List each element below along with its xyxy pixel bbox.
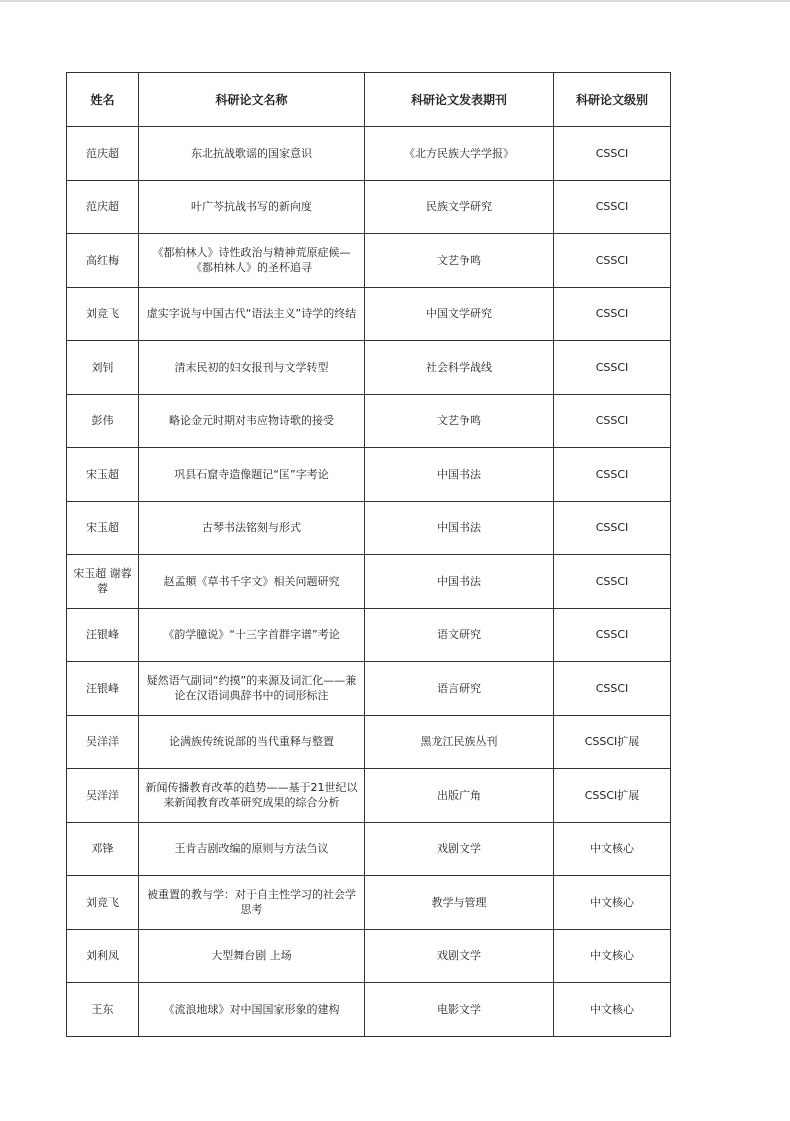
cell-author: 高红梅	[67, 234, 139, 288]
cell-journal: 民族文学研究	[365, 180, 554, 234]
table-row	[67, 341, 671, 395]
cell-author: 吴洋洋	[67, 715, 139, 769]
cell-author: 王东	[67, 983, 139, 1037]
table-row	[67, 983, 671, 1037]
cell-author: 范庆超	[67, 127, 139, 181]
cell-author: 宋玉超	[67, 448, 139, 502]
cell-journal: 中国书法	[365, 555, 554, 609]
table-row	[67, 608, 671, 662]
cell-paper-title: 《流浪地球》对中国国家形象的建构	[139, 983, 365, 1037]
table-row	[67, 394, 671, 448]
cell-journal: 语文研究	[365, 608, 554, 662]
cell-journal: 中国书法	[365, 501, 554, 555]
cell-paper-title: 巩县石窟寺造像题记“匡”字考论	[139, 448, 365, 502]
cell-level: CSSCI扩展	[554, 769, 671, 823]
cell-journal: 教学与管理	[365, 876, 554, 930]
cell-journal: 社会科学战线	[365, 341, 554, 395]
table-row	[67, 287, 671, 341]
cell-author: 刘竞飞	[67, 876, 139, 930]
cell-paper-title: 略论金元时期对韦应物诗歌的接受	[139, 394, 365, 448]
table-row	[67, 876, 671, 930]
table-row	[67, 501, 671, 555]
cell-level: CSSCI	[554, 180, 671, 234]
table-row	[67, 769, 671, 823]
cell-paper-title: 被重置的教与学：对于自主性学习的社会学思考	[139, 876, 365, 930]
table-row	[67, 448, 671, 502]
cell-paper-title: 虚实字说与中国古代“语法主义”诗学的终结	[139, 287, 365, 341]
table-row	[67, 662, 671, 716]
table-row	[67, 234, 671, 288]
cell-paper-title: 论满族传统说部的当代重释与整置	[139, 715, 365, 769]
cell-level: 中文核心	[554, 929, 671, 983]
cell-level: CSSCI	[554, 127, 671, 181]
cell-journal: 出版广角	[365, 769, 554, 823]
cell-journal: 语言研究	[365, 662, 554, 716]
cell-author: 彭伟	[67, 394, 139, 448]
cell-journal: 电影文学	[365, 983, 554, 1037]
cell-level: CSSCI	[554, 287, 671, 341]
cell-journal: 戏剧文学	[365, 929, 554, 983]
cell-journal: 黑龙江民族丛刊	[365, 715, 554, 769]
table-row	[67, 822, 671, 876]
table-row	[67, 929, 671, 983]
cell-paper-title: 东北抗战歌谣的国家意识	[139, 127, 365, 181]
cell-level: CSSCI	[554, 501, 671, 555]
cell-author: 汪银峰	[67, 662, 139, 716]
cell-author: 汪银峰	[67, 608, 139, 662]
cell-journal: 《北方民族大学学报》	[365, 127, 554, 181]
top-divider	[0, 0, 790, 2]
cell-level: CSSCI	[554, 234, 671, 288]
cell-paper-title: 疑然语气副词“约摸”的来源及词汇化——兼论在汉语词典辞书中的词形标注	[139, 662, 365, 716]
table-row	[67, 180, 671, 234]
cell-level: 中文核心	[554, 822, 671, 876]
cell-paper-title: 大型舞台剧 上场	[139, 929, 365, 983]
cell-paper-title: 《都柏林人》诗性政治与精神荒原症候—《都柏林人》的圣杯追寻	[139, 234, 365, 288]
cell-journal: 文艺争鸣	[365, 394, 554, 448]
cell-paper-title: 赵孟頫《草书千字文》相关问题研究	[139, 555, 365, 609]
cell-level: CSSCI	[554, 341, 671, 395]
cell-paper-title: 王肯吉剧改编的原则与方法刍议	[139, 822, 365, 876]
table-header-row	[67, 73, 671, 127]
cell-paper-title: 《韵学臆说》“十三字首群字谱”考论	[139, 608, 365, 662]
cell-level: CSSCI	[554, 662, 671, 716]
cell-level: 中文核心	[554, 983, 671, 1037]
cell-journal: 中国文学研究	[365, 287, 554, 341]
header-name: 姓名	[67, 73, 139, 127]
cell-author: 吴洋洋	[67, 769, 139, 823]
research-papers-table	[66, 72, 671, 1037]
cell-author: 宋玉超 谢蓉蓉	[67, 555, 139, 609]
table-row	[67, 127, 671, 181]
header-paper-title: 科研论文名称	[139, 73, 365, 127]
table-row	[67, 715, 671, 769]
cell-paper-title: 清末民初的妇女报刊与文学转型	[139, 341, 365, 395]
cell-level: CSSCI	[554, 608, 671, 662]
cell-author: 刘竞飞	[67, 287, 139, 341]
cell-level: CSSCI	[554, 448, 671, 502]
cell-paper-title: 新闻传播教育改革的趋势——基于21世纪以来新闻教育改革研究成果的综合分析	[139, 769, 365, 823]
cell-author: 刘利凤	[67, 929, 139, 983]
cell-author: 邓锋	[67, 822, 139, 876]
cell-level: 中文核心	[554, 876, 671, 930]
header-journal: 科研论文发表期刊	[365, 73, 554, 127]
cell-paper-title: 古琴书法铭刻与形式	[139, 501, 365, 555]
cell-author: 范庆超	[67, 180, 139, 234]
cell-author: 宋玉超	[67, 501, 139, 555]
table-row	[67, 555, 671, 609]
cell-journal: 文艺争鸣	[365, 234, 554, 288]
cell-level: CSSCI扩展	[554, 715, 671, 769]
cell-level: CSSCI	[554, 555, 671, 609]
cell-journal: 戏剧文学	[365, 822, 554, 876]
cell-paper-title: 叶广芩抗战书写的新向度	[139, 180, 365, 234]
cell-journal: 中国书法	[365, 448, 554, 502]
cell-level: CSSCI	[554, 394, 671, 448]
cell-author: 刘钊	[67, 341, 139, 395]
header-level: 科研论文级别	[554, 73, 671, 127]
